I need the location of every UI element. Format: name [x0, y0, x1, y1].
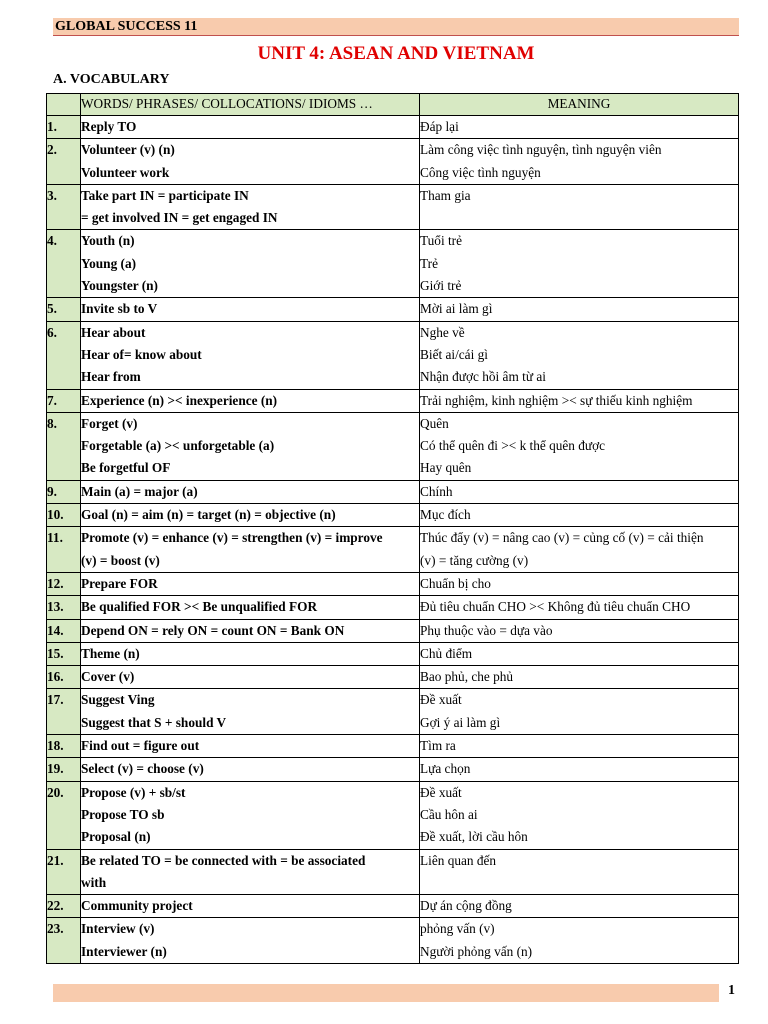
table-row [47, 230, 739, 298]
word-line: Invite sb to V [81, 301, 158, 317]
word-cell [81, 139, 420, 185]
vocabulary-table [46, 93, 739, 964]
meaning-line: Cầu hôn ai [420, 806, 478, 822]
word-line: Interviewer (n) [81, 943, 167, 959]
word-cell [81, 849, 420, 895]
word-line: Forgetable (a) >< unforgetable (a) [81, 438, 275, 454]
meaning-line: Quên [420, 415, 449, 431]
meaning-cell [420, 116, 739, 139]
meaning-line: (v) = tăng cường (v) [420, 552, 529, 568]
header-meaning: MEANING [420, 94, 739, 116]
meaning-cell [420, 619, 739, 642]
meaning-line: Bao phủ, che phủ [420, 669, 514, 685]
table-row [47, 781, 739, 849]
header-number [47, 94, 81, 116]
row-number: 13. [47, 596, 81, 619]
table-row [47, 596, 739, 619]
table-row [47, 389, 739, 412]
word-line: Interview (v) [81, 921, 155, 937]
word-cell [81, 389, 420, 412]
row-number: 11. [47, 527, 81, 573]
word-line: Propose (v) + sb/st [81, 784, 186, 800]
word-line: Be related TO = be connected with = be associated [81, 852, 366, 868]
page-number: 1 [728, 983, 735, 998]
row-number: 7. [47, 389, 81, 412]
word-line: Volunteer work [81, 164, 170, 180]
meaning-cell [420, 527, 739, 573]
word-cell [81, 412, 420, 480]
meaning-line: Đủ tiêu chuẩn CHO >< Không đủ tiêu chuẩn CHO [420, 599, 691, 615]
word-line: Volunteer (v) (n) [81, 142, 175, 158]
word-cell [81, 781, 420, 849]
meaning-cell [420, 689, 739, 735]
meaning-line: Đề xuất [420, 784, 462, 800]
row-number: 8. [47, 412, 81, 480]
word-line: Reply TO [81, 119, 137, 134]
row-number: 12. [47, 572, 81, 595]
table-row [47, 527, 739, 573]
meaning-cell [420, 642, 739, 665]
meaning-cell [420, 230, 739, 298]
meaning-line: Phụ thuộc vào = dựa vào [420, 622, 553, 638]
word-cell [81, 480, 420, 503]
word-line: Hear about [81, 324, 146, 340]
word-line: Prepare FOR [81, 575, 158, 591]
table-row [47, 298, 739, 321]
footer-band [53, 984, 719, 1002]
meaning-cell [420, 596, 739, 619]
table-row [47, 139, 739, 185]
word-line: Main (a) = major (a) [81, 483, 198, 499]
row-number: 16. [47, 666, 81, 689]
word-line: Be qualified FOR >< Be unqualified FOR [81, 599, 318, 615]
word-cell [81, 504, 420, 527]
row-number: 9. [47, 480, 81, 503]
meaning-line: Có thể quên đi >< k thể quên được [420, 438, 606, 454]
meaning-cell [420, 184, 739, 230]
row-number: 17. [47, 689, 81, 735]
row-number: 15. [47, 642, 81, 665]
book-title: GLOBAL SUCCESS 11 [55, 19, 198, 34]
word-line: Young (a) [81, 255, 137, 271]
row-number: 22. [47, 895, 81, 918]
word-line: Youth (n) [81, 233, 135, 249]
meaning-cell [420, 735, 739, 758]
word-line: (v) = boost (v) [81, 552, 160, 568]
word-line: with [81, 874, 107, 890]
meaning-line: Tuổi trẻ [420, 233, 462, 249]
word-cell [81, 116, 420, 139]
row-number: 19. [47, 758, 81, 781]
word-cell [81, 758, 420, 781]
meaning-line: Chuẩn bị cho [420, 575, 491, 591]
word-line: Select (v) = choose (v) [81, 761, 204, 777]
meaning-line: Tìm ra [420, 738, 456, 754]
meaning-cell [420, 321, 739, 389]
word-cell [81, 184, 420, 230]
row-number: 5. [47, 298, 81, 321]
table-row [47, 849, 739, 895]
table-row [47, 116, 739, 139]
table-row [47, 758, 739, 781]
meaning-cell [420, 895, 739, 918]
table-row [47, 619, 739, 642]
header-band [53, 18, 739, 36]
row-number: 10. [47, 504, 81, 527]
meaning-cell [420, 389, 739, 412]
meaning-line: Đáp lại [420, 119, 459, 134]
word-cell [81, 230, 420, 298]
meaning-cell [420, 298, 739, 321]
row-number: 6. [47, 321, 81, 389]
table-row [47, 572, 739, 595]
row-number: 23. [47, 918, 81, 964]
table-row [47, 895, 739, 918]
word-line: Proposal (n) [81, 829, 151, 845]
meaning-line: Gợi ý ai làm gì [420, 714, 501, 730]
table-row [47, 642, 739, 665]
meaning-line: Thúc đẩy (v) = nâng cao (v) = củng cố (v) = cải thiện [420, 530, 704, 546]
row-number: 2. [47, 139, 81, 185]
meaning-cell [420, 412, 739, 480]
word-line: Promote (v) = enhance (v) = strengthen (v) = improve [81, 530, 383, 546]
table-row [47, 321, 739, 389]
meaning-line: phỏng vấn (v) [420, 921, 495, 937]
meaning-cell [420, 758, 739, 781]
meaning-line: Hay quên [420, 460, 472, 476]
word-cell [81, 642, 420, 665]
meaning-line: Biết ai/cái gì [420, 346, 488, 362]
meaning-line: Lựa chọn [420, 761, 471, 777]
row-number: 21. [47, 849, 81, 895]
meaning-cell [420, 480, 739, 503]
word-line: Experience (n) >< inexperience (n) [81, 392, 278, 408]
table-row [47, 480, 739, 503]
table-row [47, 184, 739, 230]
header-words: WORDS/ PHRASES/ COLLOCATIONS/ IDIOMS … [81, 94, 420, 116]
meaning-cell [420, 139, 739, 185]
word-cell [81, 298, 420, 321]
table-row [47, 918, 739, 964]
meaning-line: Người phỏng vấn (n) [420, 943, 533, 959]
table-row [47, 689, 739, 735]
word-cell [81, 321, 420, 389]
meaning-cell [420, 572, 739, 595]
meaning-cell [420, 849, 739, 895]
meaning-line: Trải nghiệm, kinh nghiệm >< sự thiếu kinh nghiệm [420, 392, 693, 408]
word-line: Theme (n) [81, 645, 140, 661]
word-line: Suggest that S + should V [81, 714, 227, 730]
word-cell [81, 895, 420, 918]
unit-title: UNIT 4: ASEAN AND VIETNAM [257, 43, 535, 64]
word-line: Hear of= know about [81, 346, 202, 362]
meaning-line: Công việc tình nguyện [420, 164, 541, 180]
word-cell [81, 689, 420, 735]
word-line: Forget (v) [81, 415, 138, 431]
meaning-line: Giới trẻ [420, 278, 462, 294]
meaning-line: Tham gia [420, 187, 471, 203]
word-cell [81, 918, 420, 964]
table-row [47, 666, 739, 689]
word-line: Be forgetful OF [81, 460, 171, 476]
row-number: 20. [47, 781, 81, 849]
meaning-cell [420, 666, 739, 689]
row-number: 18. [47, 735, 81, 758]
word-line: Community project [81, 898, 193, 914]
meaning-line: Nhận được hồi âm từ ai [420, 369, 546, 385]
meaning-line: Dự án cộng đồng [420, 898, 512, 914]
meaning-cell [420, 918, 739, 964]
meaning-line: Chủ điểm [420, 645, 473, 661]
row-number: 14. [47, 619, 81, 642]
word-line: Hear from [81, 369, 141, 385]
meaning-cell [420, 504, 739, 527]
table-body [47, 116, 739, 964]
word-cell [81, 572, 420, 595]
meaning-line: Làm công việc tình nguyện, tình nguyện viên [420, 142, 662, 158]
word-line: Take part IN = participate IN [81, 187, 249, 203]
table-row [47, 735, 739, 758]
word-line: Goal (n) = aim (n) = target (n) = objective (n) [81, 507, 336, 523]
meaning-line: Trẻ [420, 255, 438, 271]
word-cell [81, 596, 420, 619]
table-header-row [47, 94, 739, 116]
row-number: 1. [47, 116, 81, 139]
word-line: Find out = figure out [81, 738, 200, 754]
meaning-cell [420, 781, 739, 849]
meaning-line: Đề xuất, lời cầu hôn [420, 829, 528, 845]
row-number: 4. [47, 230, 81, 298]
meaning-line: Nghe về [420, 324, 465, 340]
meaning-line: Chính [420, 483, 453, 499]
word-line: Cover (v) [81, 669, 135, 685]
section-title: A. VOCABULARY [53, 72, 170, 87]
table-row [47, 412, 739, 480]
table-row [47, 504, 739, 527]
meaning-line: Liên quan đến [420, 852, 497, 868]
meaning-line: Mời ai làm gì [420, 301, 493, 317]
word-line: Suggest Ving [81, 692, 155, 708]
meaning-line: Đề xuất [420, 692, 462, 708]
word-line: Depend ON = rely ON = count ON = Bank ON [81, 622, 345, 638]
word-line: Youngster (n) [81, 278, 158, 294]
word-cell [81, 527, 420, 573]
word-line: Propose TO sb [81, 806, 165, 822]
word-line: = get involved IN = get engaged IN [81, 210, 278, 226]
word-cell [81, 735, 420, 758]
meaning-line: Mục đích [420, 507, 471, 523]
word-cell [81, 666, 420, 689]
word-cell [81, 619, 420, 642]
row-number: 3. [47, 184, 81, 230]
